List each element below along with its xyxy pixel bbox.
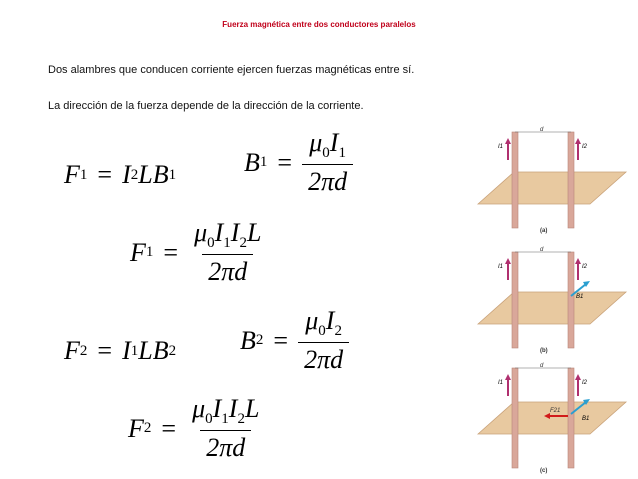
current-arrowhead-i1-a: [505, 138, 511, 144]
wire-1-a: [512, 132, 518, 228]
panel-a: [478, 127, 626, 234]
equation-f2: F 2 = I 1 LB 2: [64, 336, 177, 365]
equation-f1-full: F 1 = $\frac{\mu_0I_1I_2L}{2\pi d}$: [130, 218, 262, 286]
label-f-c: F21: [550, 408, 561, 414]
wire-2-c: [568, 368, 574, 468]
panel-label-b: (b): [540, 348, 548, 354]
statement-2: La dirección de la fuerza depende de la dirección de la corriente.: [48, 100, 364, 112]
panel-label-a: (a): [540, 228, 548, 234]
label-i2-b: I2: [582, 264, 588, 270]
label-i2-c: I2: [582, 380, 588, 386]
current-arrowhead-i1-c: [505, 374, 511, 380]
label-i1-b: I1: [498, 264, 504, 270]
wire-1-b: [512, 252, 518, 348]
equation-b2: B 2 = $\frac{\mu_0I_2}{2\pi d}$: [240, 306, 349, 375]
plane-c: [478, 402, 626, 434]
equation-f2-full: F 2 = $\frac{\mu_0I_1I_2L}{2\pi d}$: [128, 394, 260, 462]
statement-1: Dos alambres que conducen corriente ejercen fuerzas magnéticas entre sí.: [48, 64, 415, 76]
wire-2-b: [568, 252, 574, 348]
plane-a: [478, 172, 626, 204]
wire-1-c: [512, 368, 518, 468]
parallel-wires-figure: [470, 124, 630, 474]
label-b1-b: B1: [576, 294, 584, 300]
current-arrowhead-i2-c: [575, 374, 581, 380]
label-d-c: d: [540, 363, 544, 369]
current-arrowhead-i1-b: [505, 258, 511, 264]
equation-f1: F 1 = I 2 LB 1: [64, 160, 177, 189]
panel-b: [478, 247, 626, 354]
current-arrowhead-i2-b: [575, 258, 581, 264]
panel-label-c: (c): [540, 468, 548, 474]
label-b1-c: B1: [582, 416, 590, 422]
plane-b: [478, 292, 626, 324]
current-arrowhead-i2-a: [575, 138, 581, 144]
equation-b1: B 1 = $\frac{\mu_0I_1}{2\pi d}$: [244, 128, 353, 197]
label-i1-a: I1: [498, 144, 504, 150]
wire-2-a: [568, 132, 574, 228]
label-d-a: d: [540, 127, 544, 133]
label-i1-c: I1: [498, 380, 504, 386]
slide-title: Fuerza magnética entre dos conductores paralelos: [222, 20, 416, 29]
label-i2-a: I2: [582, 144, 588, 150]
label-d-b: d: [540, 247, 544, 253]
panel-c: [478, 363, 626, 474]
